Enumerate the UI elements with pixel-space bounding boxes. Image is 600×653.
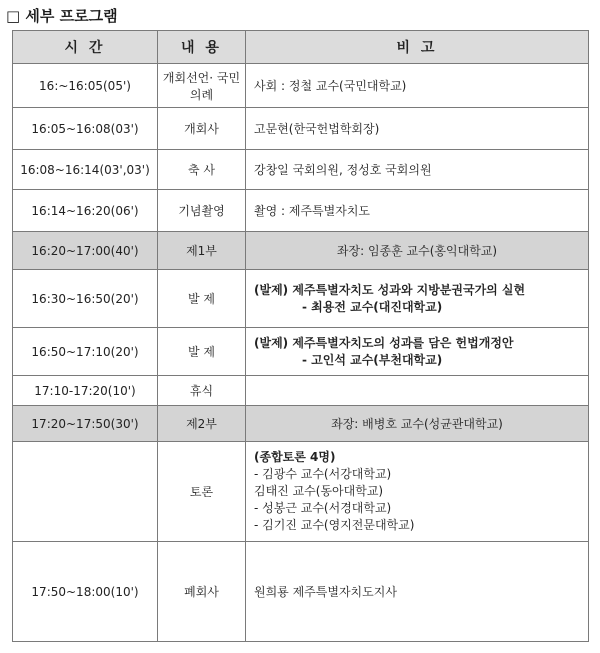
note-cell — [246, 376, 589, 406]
discussion-title: (종합토론 4명) — [254, 450, 336, 464]
time-cell: 17:20~17:50(30') — [13, 406, 158, 442]
note-cell: 촬영 : 제주특별자치도 — [246, 190, 589, 232]
table-row — [13, 376, 589, 406]
table-row — [13, 542, 589, 642]
table-row — [13, 328, 589, 376]
presentation-title: (발제) 제주특별자치도 성과와 지방분권국가의 실현 — [254, 282, 526, 297]
time-cell: 16:30~16:50(20') — [13, 270, 158, 328]
program-table — [12, 30, 589, 642]
time-cell — [13, 442, 158, 542]
content-cell: 폐회사 — [158, 542, 246, 642]
header-time: 시 간 — [13, 31, 158, 64]
section-heading: □ 세부 프로그램 — [6, 7, 118, 25]
content-cell: 제1부 — [158, 232, 246, 270]
table-row — [13, 108, 589, 150]
session-row — [13, 232, 589, 270]
time-cell: 17:10-17:20(10') — [13, 376, 158, 406]
time-cell: 16:14~16:20(06') — [13, 190, 158, 232]
note-cell: 사회 : 정철 교수(국민대학교) — [246, 64, 589, 108]
note-cell: 좌장: 임종훈 교수(홍익대학교) — [246, 232, 589, 270]
table-row — [13, 64, 589, 108]
time-cell: 16:~16:05(05') — [13, 64, 158, 108]
time-cell: 16:50~17:10(20') — [13, 328, 158, 376]
presentation-title: (발제) 제주특별자치도의 성과를 담은 헌법개정안 — [254, 335, 514, 350]
content-cell: 개회사 — [158, 108, 246, 150]
note-cell: 고문현(한국헌법학회장) — [246, 108, 589, 150]
note-cell — [246, 270, 589, 328]
time-cell: 16:20~17:00(40') — [13, 232, 158, 270]
presenter: - 고인석 교수(부천대학교) — [302, 352, 443, 367]
session-row — [13, 406, 589, 442]
presenter: - 최용전 교수(대진대학교) — [302, 299, 443, 314]
time-cell: 16:05~16:08(03') — [13, 108, 158, 150]
table-row — [13, 190, 589, 232]
header-content: 내 용 — [158, 31, 246, 64]
panelist: - 김기진 교수(영지전문대학교) — [254, 518, 415, 532]
content-cell: 토론 — [158, 442, 246, 542]
panelist: - 성봉근 교수(서경대학교) — [254, 501, 392, 515]
content-cell: 휴식 — [158, 376, 246, 406]
content-cell: 발 제 — [158, 270, 246, 328]
note-cell: 원희룡 제주특별자치도지사 — [246, 542, 589, 642]
content-cell: 제2부 — [158, 406, 246, 442]
table-row — [13, 442, 589, 542]
table-row — [13, 150, 589, 190]
time-cell: 17:50~18:00(10') — [13, 542, 158, 642]
note-cell: 좌장: 배병호 교수(성균관대학교) — [246, 406, 589, 442]
panelist: 김태진 교수(동아대학교) — [254, 484, 384, 498]
panelist: - 김광수 교수(서강대학교) — [254, 467, 392, 481]
header-note: 비 고 — [246, 31, 589, 64]
table-row — [13, 270, 589, 328]
note-cell — [246, 442, 589, 542]
content-cell: 개회선언· 국민의례 — [158, 64, 246, 108]
note-cell — [246, 328, 589, 376]
header-row — [13, 31, 589, 64]
content-cell: 발 제 — [158, 328, 246, 376]
content-cell: 축 사 — [158, 150, 246, 190]
note-cell: 강창일 국회의원, 정성호 국회의원 — [246, 150, 589, 190]
time-cell: 16:08~16:14(03',03') — [13, 150, 158, 190]
content-cell: 기념촬영 — [158, 190, 246, 232]
